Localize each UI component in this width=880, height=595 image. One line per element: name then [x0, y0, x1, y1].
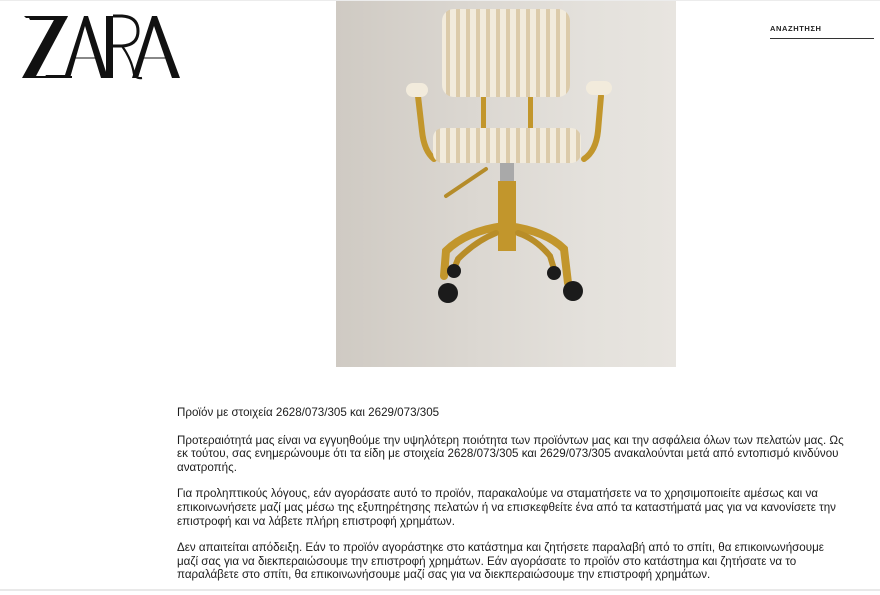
notice-paragraph-3: Δεν απαιτείται απόδειξη. Εάν το προϊόν αγοράστηκε στο κατάστημα και ζητήσετε παραλαβή από το σπίτι, θα επικοινωνήσουμε μαζί σας για να διεκπεραιώσουμε την επιστροφή χρημάτων. Εάν αγοράσατε το προϊόν στο κατάστημα και ζητήσατε να το παραλάβετε στο σπίτι, θα επικοινωνήσουμε μαζί σας για να διεκπεραιώσουμε την επιστροφή χρημάτων. — [177, 541, 824, 582]
zara-logo-icon — [22, 12, 182, 80]
search-input[interactable] — [770, 22, 874, 39]
search-label: ΑΝΑΖΗΤΗΣΗ — [770, 24, 822, 33]
product-image — [336, 1, 676, 367]
notice-title: Προϊόν με στοιχεία 2628/073/305 και 2629/073/305 — [177, 406, 440, 419]
notice-paragraph-1: Προτεραιότητά μας είναι να εγγυηθούμε την υψηλότερη ποιότητα των προϊόντων μας και την ασφάλεια όλων των πελατών μας. Ως εκ τούτου, σας ενημερώνουμε ότι τα είδη με στοιχεία 2628/073/305 και 2629/073/305 ανακαλούνται μετά από εντοπισμό κινδύνου ανατροπής. — [177, 433, 844, 474]
notice-paragraph-2: Για προληπτικούς λόγους, εάν αγοράσατε αυτό το προϊόν, παρακαλούμε να σταματήσετε να το χρησιμοποιείτε αμέσως και να επικοινωνήσετε μαζί μας μέσω της εξυπηρέτησης πελατών ή να επισκεφθείτε ένα από τα καταστήματά μας για να κανονίσετε την επιστροφή και να λάβετε πλήρη επιστροφή χρημάτων. — [177, 487, 836, 528]
zara-logo[interactable] — [22, 12, 182, 80]
office-chair-illustration — [336, 1, 676, 367]
bottom-divider — [0, 589, 880, 591]
recall-notice — [177, 406, 847, 595]
